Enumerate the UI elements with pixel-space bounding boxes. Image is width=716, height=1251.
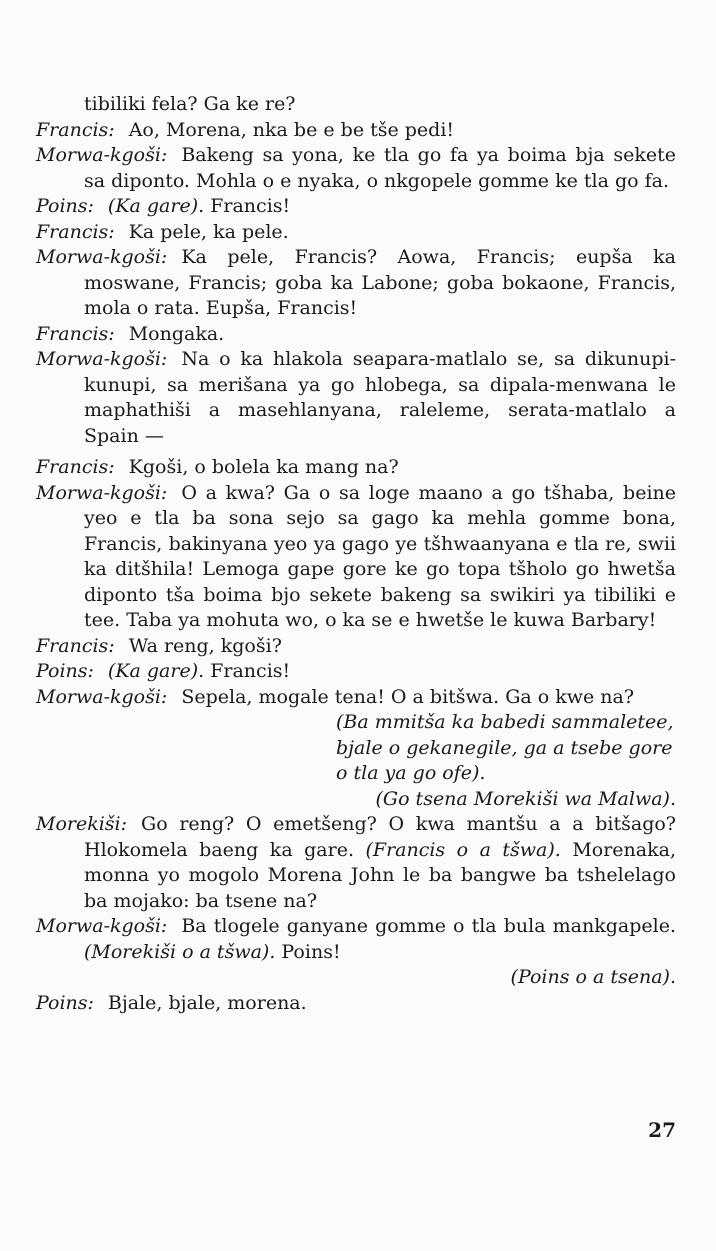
speech-text: O a kwa? Ga o sa loge maano a go tšhaba, beine yeo e tla ba sona sejo sa gago ka mehla gomme bona, Francis, bakinyana yeo ya gago ye tšhwaanyana e tla re, swii ka ditšhila! Lemoga gape gore ke go topa tšholo go hwetša diponto tša boima bjo sekete bakeng sa swikiri ya tibiliki e tee. Taba ya mohuta wo, o ka se e hwetše le kuwa Barbary! [84, 481, 676, 631]
speech-text: Sepela, mogale tena! O a bitšwa. Ga o kwe na? [181, 685, 635, 708]
speaker-name: Francis: [36, 220, 115, 243]
dialogue-entry [36, 481, 676, 634]
speech-text: Francis! [210, 660, 291, 682]
speech-text: Kgoši, o bolela ka mang na? [128, 456, 399, 478]
dialogue-entry [36, 685, 676, 711]
speech-text: Wa reng, kgoši? [128, 634, 282, 657]
dialogue-entry [36, 659, 676, 685]
speaker-name: Morwa-kgoši: [36, 144, 168, 166]
speaker-name: Morekiši: [36, 813, 128, 835]
dialogue-text [36, 92, 676, 1016]
page-number: 27 [648, 1118, 676, 1142]
speech-text: Ba tlogele ganyane gomme o tla bula mankgapele. [181, 915, 676, 937]
dialogue-entry [36, 347, 676, 449]
speaker-name: Morwa-kgoši: [36, 481, 168, 504]
speaker-name: Poins: [36, 195, 94, 217]
dialogue-entry [36, 634, 676, 660]
speaker-name: Francis: [36, 118, 115, 141]
dialogue-entry [36, 118, 676, 144]
dialogue-entry [36, 812, 676, 914]
stage-direction: (Morekiši o a tšwa). [84, 940, 276, 963]
dialogue-entry [36, 455, 676, 481]
speaker-name: Morwa-kgoši: [36, 348, 168, 370]
speaker-name: Morwa-kgoši: [36, 685, 168, 708]
dialogue-entry [36, 245, 676, 322]
stage-direction: (Ka gare). [107, 195, 205, 217]
dialogue-entry [36, 991, 676, 1017]
speech-text: Morenaka, monna yo mogolo Morena John le ba bangwe ba tshelelago ba mojako: ba tsene na? [84, 838, 676, 912]
speech-text: Bakeng sa yona, ke tla go fa ya boima bja sekete sa diponto. Mohla o e nyaka, o nkgopele gomme ke tla go fa. [84, 144, 676, 192]
stage-direction-entrance: (Go tsena Morekiši wa Malwa). [375, 787, 676, 810]
speech-text: Ka pele, ka pele. [128, 220, 289, 243]
speech-text: Go reng? O emetšeng? O kwa mantšu a a bitšago? Hlokomela baeng ka gare. [84, 813, 676, 861]
speech-text: Mongaka. [128, 322, 225, 345]
speaker-name: Poins: [36, 660, 94, 682]
dialogue-entry [36, 220, 676, 246]
speaker-name: Francis: [36, 456, 115, 478]
stage-direction: (Ka gare). [107, 660, 205, 682]
speech-text: Na o ka hlakola seapara-matlalo se, sa dikunupi-kunupi, sa merišana ya go hlobega, sa dipala-menwana le maphathiši a masehlanyana, raleleme, serata-matlalo a Spain — [84, 348, 676, 447]
speaker-name: Morwa-kgoši: [36, 246, 168, 268]
speaker-name: Francis: [36, 634, 115, 657]
speaker-name: Morwa-kgoši: [36, 915, 168, 937]
dialogue-entry [36, 914, 676, 965]
speaker-name: Poins: [36, 991, 94, 1014]
speaker-name: Francis: [36, 322, 115, 345]
dialogue-entry [36, 322, 676, 348]
dialogue-entry [36, 194, 676, 220]
continuation-line: tibiliki fela? Ga ke re? [84, 93, 296, 115]
speech-text: Francis! [210, 195, 291, 217]
speech-text: Poins! [281, 940, 341, 963]
dialogue-entry [36, 143, 676, 194]
speech-text: Bjale, bjale, morena. [107, 991, 307, 1014]
speech-text: Ao, Morena, nka be e be tše pedi! [128, 118, 455, 141]
stage-direction-entrance: (Poins o a tsena). [510, 966, 676, 988]
speech-text: Ka pele, Francis? Aowa, Francis; eupša ka moswane, Francis; goba ka Labone; goba bokaone, Francis, mola o rata. Eupša, Francis! [84, 246, 676, 319]
stage-direction-block: (Ba mmitša ka babedi sammaletee, bjale o gekanegile, ga a tsebe gore o tla ya go ofe). [336, 711, 674, 784]
stage-direction: (Francis o a tšwa). [365, 838, 561, 861]
